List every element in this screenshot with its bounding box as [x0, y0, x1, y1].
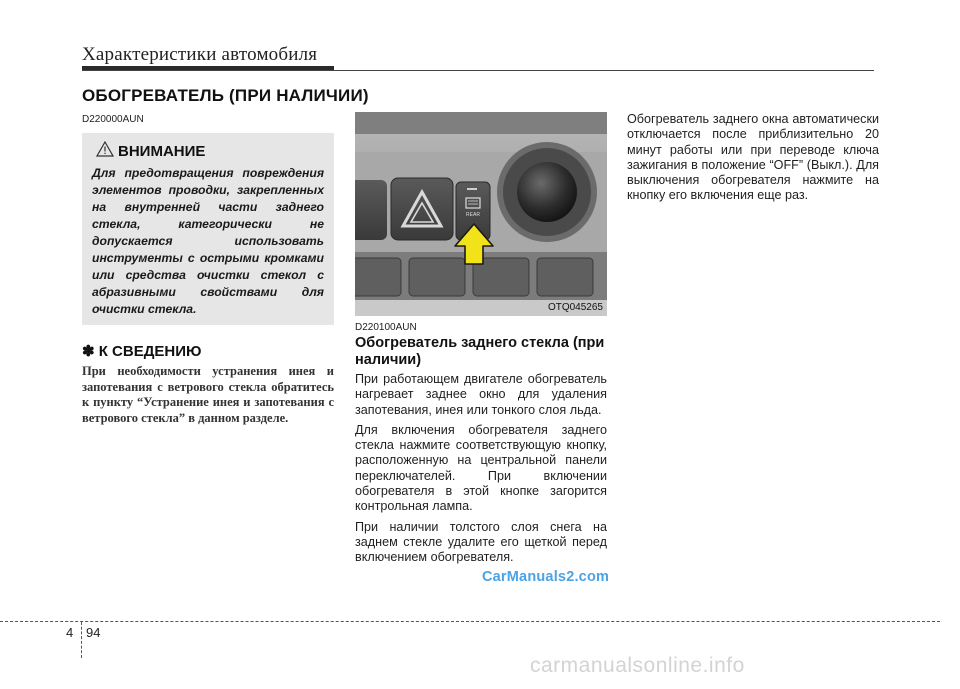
body-paragraph: При наличии толстого слоя снега на заднем стекле удалите его щеткой перед включением обогревателя.: [355, 519, 607, 565]
section-code: D220000AUN: [82, 114, 144, 125]
figure-label: OTQ045265: [547, 302, 603, 313]
body-paragraph: Обогреватель заднего окна автоматически отключается после приблизительно 20 минут работы или при переводе ключа зажигания в положение “OFF” (Выкл.). Для выключения обогревателя нажмите на кнопку его включения еще раз.: [627, 112, 879, 203]
footer-rule: [0, 621, 940, 622]
svg-text:REAR: REAR: [466, 212, 480, 218]
subsection-code: D220100AUN: [355, 322, 417, 333]
defroster-button-photo: [355, 112, 607, 316]
page-header-title: Характеристики автомобиля: [82, 44, 318, 65]
watermark-link[interactable]: CarManuals2.com: [482, 569, 610, 585]
warning-text: Для предотвращения повреждения элементов проводки, закрепленных на внутренней части заднего стекла, категорически не допускается использовать инструменты с острыми кромками или средства очистки стекол с абразивными свойствами для очистки стекла.: [92, 166, 324, 316]
warning-heading: ВНИМАНИЕ: [118, 143, 206, 160]
body-paragraph: При работающем двигателе обогреватель нагревает заднее окно для удаления запотевания, инея или тонкого слоя льда.: [355, 372, 607, 417]
right-column-body: [627, 112, 879, 209]
footer-divider: [81, 622, 82, 658]
site-watermark: carmanualsonline.info: [530, 654, 745, 677]
warning-box: [82, 133, 334, 325]
header-rule: [82, 70, 874, 71]
section-title: ОБОГРЕВАТЕЛЬ (ПРИ НАЛИЧИИ): [82, 86, 369, 105]
subsection-title: Обогреватель заднего стекла (при наличии): [355, 335, 605, 368]
body-paragraph: Для включения обогревателя заднего стекла нажмите соответствующую кнопку, расположенную на центральной панели переключателей. При включении обогревателя в этой кнопке загорится контрольная лампа.: [355, 422, 607, 514]
info-text: При необходимости устранения инея и запотевания с ветрового стекла обратитесь к пункту “Устранение инея и запотевания с ветрового стекла” в данном разделе.: [82, 364, 334, 425]
subsection-body: [355, 372, 607, 571]
warning-triangle-icon: [96, 141, 114, 157]
page-number: 94: [86, 625, 101, 640]
chapter-number: 4: [66, 625, 74, 640]
switch-panel-illustration: [355, 112, 607, 316]
info-heading: ✽ К СВЕДЕНИЮ: [82, 343, 202, 360]
